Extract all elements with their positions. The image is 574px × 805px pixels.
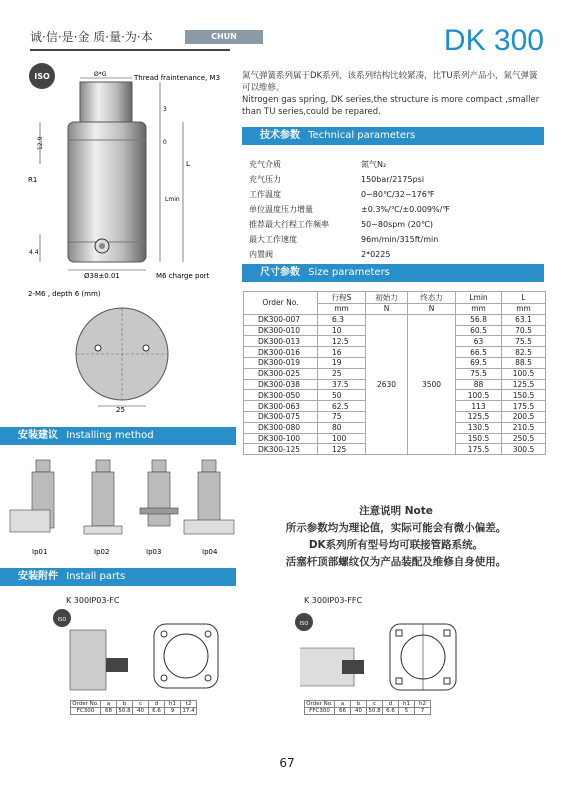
model-title: DK 300 (443, 24, 544, 57)
parts-title-cn: 安装附件 (18, 571, 58, 582)
order-no: DK300-063 (244, 401, 318, 412)
tech-value: 96m/min/315ft/min (361, 235, 439, 244)
part-table-cell: 17.4 (182, 708, 195, 714)
header-underline (30, 49, 230, 51)
size-title-cn: 尺寸参数 (260, 267, 300, 278)
slogan: 诚·信·是·金 质·量·为·本 (30, 30, 153, 44)
brand-logo: CHUN (185, 30, 263, 44)
tech-key: 单位温度压力增量 (249, 205, 313, 214)
tech-row (246, 233, 453, 246)
install-ip02 (84, 460, 122, 534)
install-ip04 (184, 460, 234, 534)
dim-o: 0 (163, 139, 167, 146)
l-value: 70.5 (502, 325, 546, 336)
tech-value: 2*0225 (361, 250, 391, 259)
bottom-dim: 25 (116, 406, 125, 414)
init-force: 2630 (366, 314, 408, 454)
part-table-cell: 40 (351, 708, 367, 715)
lmin-value: 125.5 (456, 411, 502, 422)
part-table-cell: 40 (133, 708, 149, 715)
label-ip04: Ip04 (202, 548, 218, 556)
lmin-value: 66.5 (456, 347, 502, 358)
dim-4-4: 4.4 (29, 249, 39, 256)
part-table-header: h2 (415, 701, 431, 708)
note-line-3: 活塞杆顶部螺纹仅为产品装配及维修自身使用。 (285, 556, 507, 568)
order-no: DK300-007 (244, 314, 318, 325)
stroke-value: 19 (318, 357, 366, 368)
part-table-cell: 68 (101, 708, 117, 715)
lmin-value: 56.8 (456, 314, 502, 325)
install-title-en: Installing method (66, 430, 154, 441)
tech-value: 150bar/2175psi (361, 175, 425, 184)
part-table-header: d (149, 701, 165, 708)
part-table-header: Order No. (72, 701, 99, 707)
part-table-header: h1 (165, 701, 181, 708)
part-table-cell: 50.8 (368, 708, 381, 714)
stroke-value: 37.5 (318, 379, 366, 390)
install-ip03 (140, 460, 178, 526)
l-value: 300.5 (502, 444, 546, 455)
svg-text:ISO: ISO (34, 72, 50, 81)
l-value: 82.5 (502, 347, 546, 358)
svg-text:ISO: ISO (299, 621, 309, 627)
left-part-table (70, 700, 197, 715)
stroke-value: 80 (318, 422, 366, 433)
install-ip01 (10, 460, 54, 532)
unit-lmin: mm (456, 304, 502, 315)
install-title-cn: 安装建议 (18, 430, 58, 441)
order-no: DK300-080 (244, 422, 318, 433)
lmin-value: 69.5 (456, 357, 502, 368)
part-table-cell: 66 (335, 708, 351, 715)
dim-lmin: Lmin (165, 196, 180, 203)
l-value: 63.1 (502, 314, 546, 325)
part-table-header: a (101, 701, 117, 708)
col-init: 初始力 (366, 292, 408, 304)
part-table-cell: 6.6 (383, 708, 399, 715)
tech-key: 充气介质 (249, 160, 281, 169)
stroke-value: 6.3 (318, 314, 366, 325)
part-table-header: Order No. (306, 701, 333, 707)
bottom-view-drawing (28, 286, 228, 418)
part-table-header: c (133, 701, 149, 708)
size-section-header (242, 264, 544, 282)
intro-en: Nitrogen gas spring, DK series,the structure is more compact ,smaller than TU series,could be repared. (242, 95, 540, 117)
unit-l: mm (502, 304, 546, 315)
stroke-value: 100 (318, 433, 366, 444)
order-no: DK300-019 (244, 357, 318, 368)
tech-row (246, 173, 453, 186)
left-part-title: K 300IP03-FC (66, 596, 120, 605)
lmin-value: 150.5 (456, 433, 502, 444)
part-table-header: d (383, 701, 399, 708)
stroke-value: 50 (318, 390, 366, 401)
stroke-value: 75 (318, 411, 366, 422)
col-order: Order No. (244, 292, 318, 315)
final-force: 3500 (408, 314, 456, 454)
left-flange-drawing (50, 608, 240, 698)
stroke-value: 25 (318, 368, 366, 379)
order-no: DK300-100 (244, 433, 318, 444)
col-l: L (502, 292, 546, 304)
intro-text (242, 70, 542, 118)
right-part-title: K 300IP03-FFC (304, 596, 363, 605)
l-value: 210.5 (502, 422, 546, 433)
size-title-en: Size parameters (308, 267, 390, 278)
tech-key: 工作温度 (249, 190, 281, 199)
lmin-value: 88 (456, 379, 502, 390)
tech-key: 充气压力 (249, 175, 281, 184)
tech-value: 0~80℃/32~176℉ (361, 190, 435, 199)
part-table-cell: 5 (399, 708, 415, 715)
order-no: DK300-013 (244, 336, 318, 347)
lmin-value: 75.5 (456, 368, 502, 379)
dim-top: Ø*G (94, 71, 107, 78)
order-no: DK300-025 (244, 368, 318, 379)
part-table-header: t2 (181, 701, 197, 708)
tech-key: 推荐最大行程工作频率 (249, 220, 329, 229)
order-no: DK300-038 (244, 379, 318, 390)
col-lmin: Lmin (456, 292, 502, 304)
note-title: 注意说明 Note (359, 505, 433, 517)
tech-key: 内置阀 (249, 250, 273, 259)
tech-row (246, 248, 453, 261)
lmin-value: 113 (456, 401, 502, 412)
stroke-value: 12.5 (318, 336, 366, 347)
order-no: DK300-075 (244, 411, 318, 422)
note-line-2: DK系列所有型号均可联接管路系统。 (308, 539, 484, 551)
lmin-value: 60.5 (456, 325, 502, 336)
order-no: DK300-016 (244, 347, 318, 358)
parts-section-header (0, 568, 236, 586)
right-flange-drawing (294, 608, 494, 698)
part-table-header: a (335, 701, 351, 708)
l-value: 125.5 (502, 379, 546, 390)
label-ip03: Ip03 (146, 548, 162, 556)
lmin-value: 175.5 (456, 444, 502, 455)
tech-value: 50~80spm (20℃) (361, 220, 434, 229)
col-stroke: 行程S (318, 292, 366, 304)
stroke-value: 125 (318, 444, 366, 455)
tech-key: 最大工作速度 (249, 235, 297, 244)
unit-stroke: mm (318, 304, 366, 315)
part-table-header: c (367, 701, 383, 708)
order-no: DK300-010 (244, 325, 318, 336)
stroke-value: 16 (318, 347, 366, 358)
l-value: 175.5 (502, 401, 546, 412)
tech-row (246, 218, 453, 231)
dim-3: 3 (163, 106, 167, 113)
stroke-value: 10 (318, 325, 366, 336)
right-part-table (304, 700, 431, 715)
intro-cn: 氮气弹簧系列属于DK系列，该系列结构比较紧凑，比TU系列产品小，氮气弹簧可以维修。 (242, 71, 538, 93)
note-line-1: 所示参数均为理论值，实际可能会有微小偏差。 (285, 522, 507, 534)
cylinder-drawing (28, 66, 238, 284)
dim-l: L (186, 160, 190, 168)
charge-port-label: M6 charge port (156, 272, 210, 280)
l-value: 100.5 (502, 368, 546, 379)
part-table-header: h1 (399, 701, 415, 708)
part-table-header: b (117, 701, 133, 708)
page-number: 67 (279, 756, 295, 770)
col-final: 终态力 (408, 292, 456, 304)
bottom-view-label: 2-M6 , depth 6 (mm) (28, 290, 101, 298)
lmin-value: 100.5 (456, 390, 502, 401)
lmin-value: 63 (456, 336, 502, 347)
label-ip01: Ip01 (32, 548, 48, 556)
lmin-value: 130.5 (456, 422, 502, 433)
dim-12-9: 12.9 (37, 136, 44, 150)
part-table-cell: 50.8 (118, 708, 131, 714)
tech-value: 氮气N₂ (361, 160, 387, 169)
size-table (243, 291, 546, 455)
dim-base: Ø38±0.01 (84, 272, 120, 280)
dim-r1: R1 (28, 176, 38, 184)
label-ip02: Ip02 (94, 548, 110, 556)
tech-row (246, 188, 453, 201)
l-value: 200.5 (502, 411, 546, 422)
tech-title-en: Technical parameters (308, 130, 416, 141)
size-row (244, 314, 546, 325)
tech-table (244, 156, 455, 263)
note-block (246, 503, 546, 571)
part-table-cell: 9 (165, 708, 181, 715)
l-value: 75.5 (502, 336, 546, 347)
part-table-cell: 6.6 (149, 708, 165, 715)
install-methods-drawing (6, 450, 236, 562)
l-value: 250.5 (502, 433, 546, 444)
install-section-header (0, 427, 236, 445)
tech-row (246, 203, 453, 216)
order-no: DK300-125 (244, 444, 318, 455)
svg-text:ISO: ISO (57, 617, 67, 623)
part-table-header: b (351, 701, 367, 708)
l-value: 88.5 (502, 357, 546, 368)
order-no: DK300-050 (244, 390, 318, 401)
stroke-value: 62.5 (318, 401, 366, 412)
tech-section-header (242, 127, 544, 145)
tech-row (246, 158, 453, 171)
unit-init: N (366, 304, 408, 315)
tech-value: ±0.3%/℃/±0.009%/℉ (361, 205, 450, 214)
part-table-cell: 7 (415, 708, 431, 715)
part-table-cell: FFC300 (305, 708, 335, 715)
part-table-cell: FC300 (71, 708, 101, 715)
parts-title-en: Install parts (66, 571, 126, 582)
l-value: 150.5 (502, 390, 546, 401)
unit-final: N (408, 304, 456, 315)
thread-label: Thread fraintenance, M3 (134, 74, 221, 82)
tech-title-cn: 技术参数 (260, 130, 300, 141)
